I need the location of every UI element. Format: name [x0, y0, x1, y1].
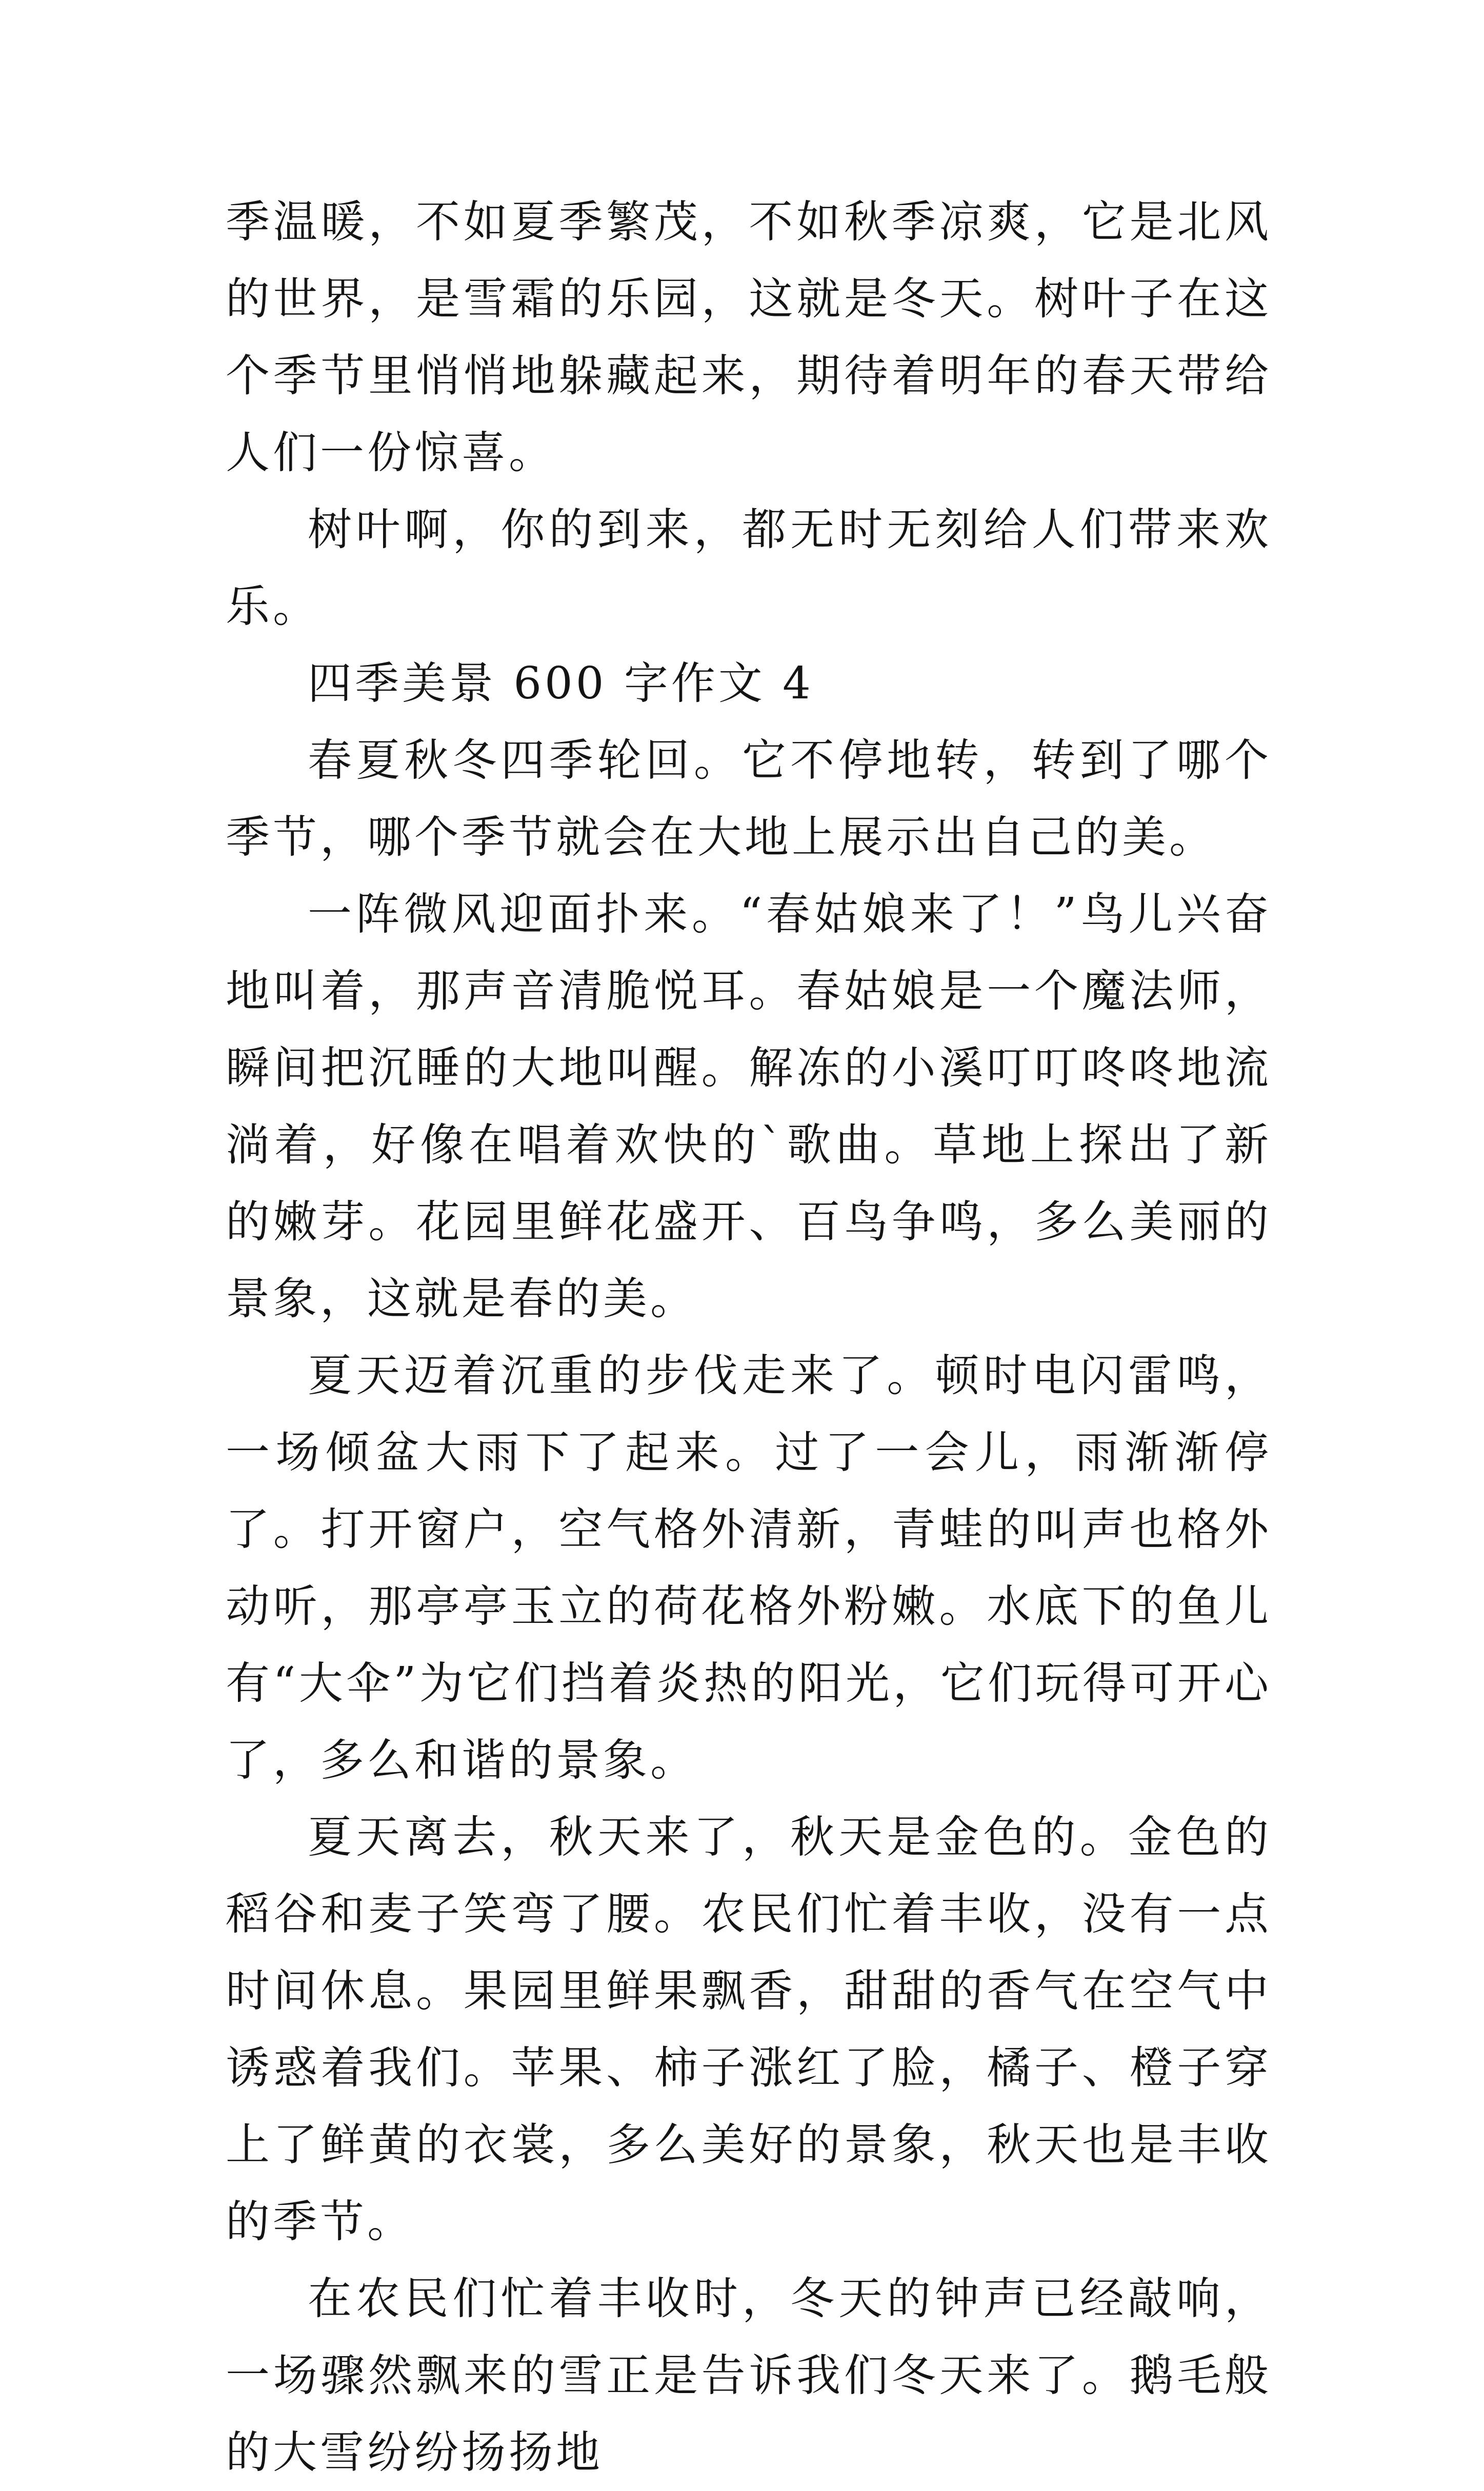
paragraph-winter: 在农民们忙着丰收时，冬天的钟声已经敲响，一场骤然飘来的雪正是告诉我们冬天来了。鹅毛般的大雪纷纷扬扬地: [226, 2273, 1272, 2478]
essay-title: 四季美景 600 字作文 4: [308, 658, 814, 709]
paragraph-leaves-closing: 树叶啊，你的到来，都无时无刻给人们带来欢乐。: [226, 504, 1272, 632]
paragraph-summer: 夏天迈着沉重的步伐走来了。顿时电闪雷鸣，一场倾盆大雨下了起来。过了一会儿，雨渐渐停了。打开窗户，空气格外清新，青蛙的叫声也格外动听，那亭亭玉立的荷花格外粉嫩。水底下的鱼儿有“大伞”为它们挡着炎热的阳光，它们玩得可开心了，多么和谐的景象。: [226, 1350, 1272, 1786]
paragraph-winter-intro: 季温暖，不如夏季繁茂，不如秋季凉爽，它是北风的世界，是雪霜的乐园，这就是冬天。树叶子在这个季节里悄悄地躲藏起来，期待着明年的春天带给人们一份惊喜。: [226, 196, 1272, 478]
paragraph-spring: 一阵微风迎面扑来。“春姑娘来了！”鸟儿兴奋地叫着，那声音清脆悦耳。春姑娘是一个魔法师，瞬间把沉睡的大地叫醒。解冻的小溪叮叮咚咚地流淌着，好像在唱着欢快的`歌曲。草地上探出了新的嫩芽。花园里鲜花盛开、百鸟争鸣，多么美丽的景象，这就是春的美。: [226, 889, 1272, 1324]
paragraph-seasons-cycle: 春夏秋冬四季轮回。它不停地转，转到了哪个季节，哪个季节就会在大地上展示出自己的美。: [226, 735, 1272, 863]
document-body: [226, 184, 1272, 2491]
paragraph-autumn: 夏天离去，秋天来了，秋天是金色的。金色的稻谷和麦子笑弯了腰。农民们忙着丰收，没有一点时间休息。果园里鲜果飘香，甜甜的香气在空气中诱惑着我们。苹果、柿子涨红了脸，橘子、橙子穿上了鲜黄的衣裳，多么美好的景象，秋天也是丰收的季节。: [226, 1812, 1272, 2247]
